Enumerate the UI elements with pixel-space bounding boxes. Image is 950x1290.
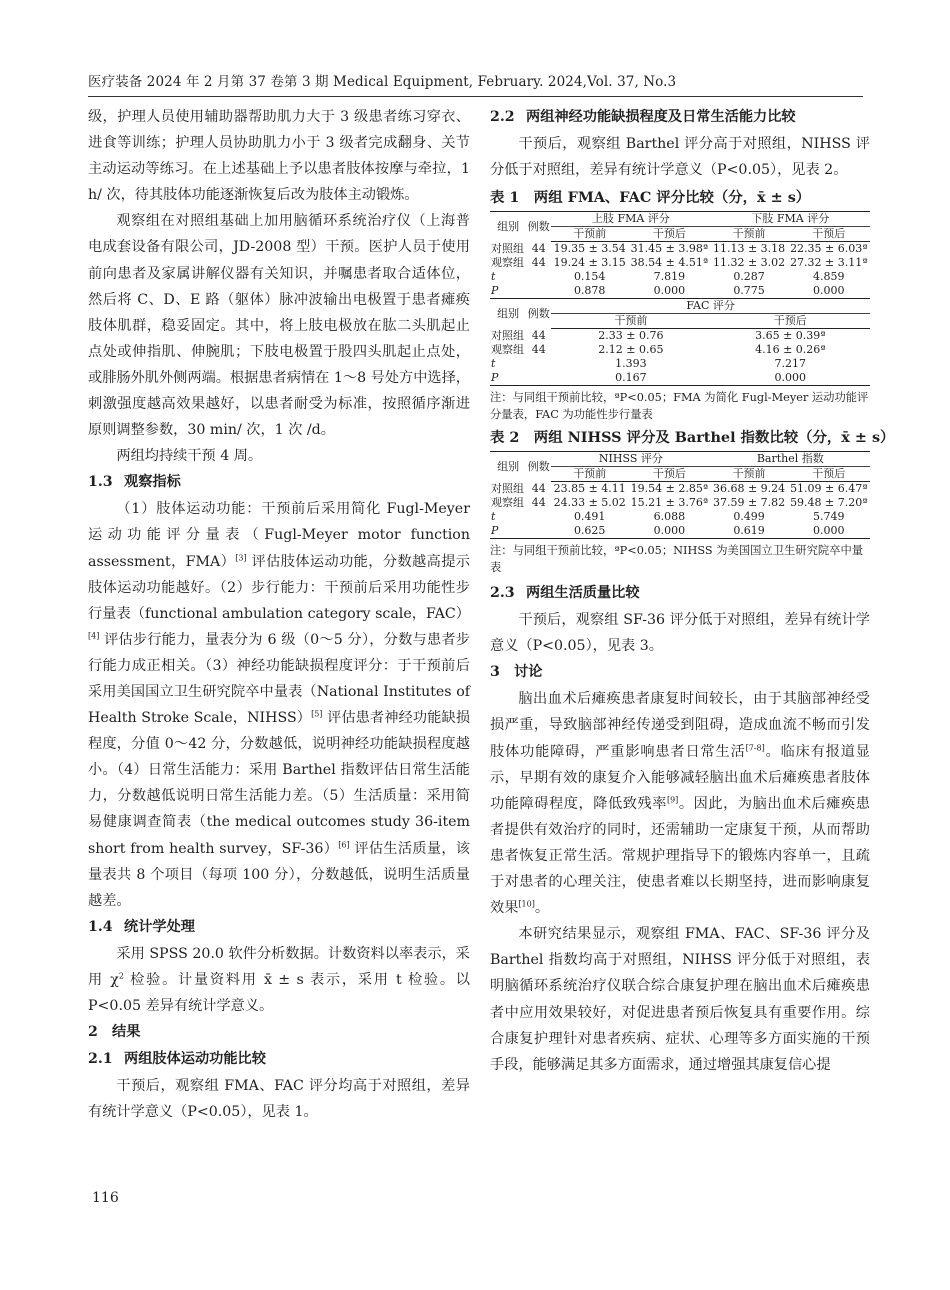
cell: 1.393 (615, 357, 647, 371)
table-2-caption: 表 2 两组 NIHSS 评分及 Barthel 指数比较（分，x̄ ± s） (490, 429, 895, 447)
table-row (490, 510, 870, 524)
header-before: 干预前 (551, 314, 710, 329)
header-nihss: NIHSS 评分 (551, 452, 710, 467)
cell: 0.775 (711, 284, 788, 299)
cell: 27.32 ± 3.11ª (790, 256, 868, 270)
right-column (490, 104, 895, 1078)
cell (526, 270, 551, 284)
cell: 5.749 (813, 510, 845, 524)
cell: 44 (531, 343, 546, 357)
cell: 0.878 (551, 284, 628, 299)
section-title: 观察指标 (124, 474, 181, 491)
citation: [5] (311, 709, 323, 719)
table-row (490, 329, 870, 344)
section-number: 3 (490, 664, 500, 681)
section-heading-2-2 (490, 104, 870, 131)
header-barthel: Barthel 指数 (711, 452, 870, 467)
section-title: 统计学处理 (124, 918, 195, 935)
cell: 0.000 (788, 524, 870, 539)
cell: 59.48 ± 7.20ª (790, 496, 868, 510)
cell (526, 524, 551, 539)
page-number: 116 (92, 1190, 119, 1206)
paragraph: 干预后，观察组 FMA、FAC 评分均高于对照组，差异有统计学意义（P<0.05），见表 1。 (88, 1078, 470, 1121)
header-rule (88, 96, 863, 97)
cell: 0.154 (573, 270, 606, 284)
cell: 2.33 ± 0.76 (598, 329, 664, 343)
cell: 4.859 (813, 270, 845, 284)
cell: 对照组 (491, 481, 524, 495)
header-group: 组别 (490, 212, 526, 242)
section-heading-2 (88, 1019, 470, 1046)
cell: 0.000 (628, 284, 710, 299)
cell: 31.45 ± 3.98ª (630, 242, 709, 256)
paragraph: 级，护理人员使用辅助器帮助肌力大于 3 级患者练习穿衣、进食等训练；护理人员协助肌力小于 3 级者完成翻身、关节主动运动等练习。在上述基础上予以患者肢体按摩与牵拉，1 h/ 次，待其肢体功能逐渐恢复后改为肢体主动锻炼。 (88, 109, 470, 204)
paragraph (88, 496, 470, 914)
text-run: 评估患者神经功能缺损程度，分值 0～42 分，分数越低，说明神经功能缺损程度越小。（4）日常生活能力：采用 Barthel 指数评估日常生活能力，分数越低说明日常生活能力差。（5）生活质量：采用简易健康调查简表（the medical outcomes study 36-item short from health survey，SF-36） (88, 710, 471, 857)
section-heading-2-1 (88, 1046, 470, 1073)
cell: 3.65 ± 0.39ª (755, 329, 826, 343)
table-row (490, 357, 870, 371)
section-title: 两组神经功能缺损程度及日常生活能力比较 (526, 109, 796, 125)
text-run: 检验。计量资料用 x̄ ± s 表示，采用 t 检验。以 P<0.05 差异有统计学意义。 (88, 971, 470, 1014)
cell: 0.625 (551, 524, 628, 539)
cell: 对照组 (491, 241, 524, 255)
paragraph: 观察组在对照组基础上加用脑循环系统治疗仪（上海普电成套设备有限公司，JD-2008 型）干预。医护人员于使用前向患者及家属讲解仪器有关知识，并嘱患者取合适体位，然后将 C、D、E 路（躯体）脉冲波输出电极置于患者瘫痪肢体肌群，稳妥固定。其中，将上肢电极放在肱二头肌起止点处或伸指肌、伸腕肌；下肢电极置于股四头肌起止点处，或腓肠外肌外侧两端。根据患者病情在 1～8 号处方中选择，刺激强度越高效果越好，以患者耐受为标准，按照循序渐进原则调整参数，30 min/ 次，1 次 /d。 (88, 213, 470, 439)
section-number: 2 (88, 1024, 98, 1041)
cell: 19.24 ± 3.15 (553, 256, 626, 270)
table-row (490, 343, 870, 357)
cell (526, 284, 551, 299)
table-2-note: 注：与同组干预前比较，ªP<0.05；NIHSS 为美国国立卫生研究院卒中量表 (490, 544, 864, 575)
header-after: 干预后 (788, 227, 870, 242)
header-after: 干预后 (628, 467, 710, 482)
header-group: 组别 (497, 306, 520, 320)
section-title: 两组肢体运动功能比较 (124, 1051, 266, 1068)
cell: 22.35 ± 6.03ª (790, 242, 868, 256)
paragraph: 干预后，观察组 SF-36 评分低于对照组，差异有统计学意义（P<0.05），见表 3。 (490, 612, 870, 655)
header-n: 例数 (527, 306, 550, 320)
table-row (490, 256, 870, 270)
section-heading-1-3 (88, 469, 470, 496)
citation: [6] (338, 839, 350, 849)
citation: [9] (666, 795, 679, 805)
cell (526, 510, 551, 524)
cell: 36.68 ± 9.24 (712, 482, 786, 496)
cell: t (491, 510, 496, 524)
text-run: 采用 SPSS 20.0 软件分析数据。计数资料以率表示，采用 χ (88, 945, 470, 988)
citation: [10] (518, 899, 535, 909)
header-n: 例数 (526, 452, 551, 482)
cell: P (490, 284, 526, 299)
table-row (490, 242, 870, 257)
text-run: （1）肢体运动功能：干预前后采用简化 Fugl-Meyer 运动功能评分量表（Fugl-Meyer motor function assessment，FMA） (88, 501, 470, 570)
cell: 6.088 (653, 510, 686, 524)
citation: [7-8] (745, 742, 765, 752)
section-number: 2.1 (88, 1051, 113, 1068)
section-number: 2.3 (490, 585, 515, 602)
cell: 24.33 ± 5.02 (553, 496, 626, 510)
citation: [4] (88, 631, 100, 641)
section-title: 讨论 (514, 664, 543, 681)
cell: 4.16 ± 0.26ª (755, 343, 826, 357)
section-heading-2-3 (490, 580, 870, 607)
text-run: 评估步行能力，量表分为 6 级（0～5 分），分数与患者步行能力成正相关。（3）神经功能缺损程度评分：于干预前后采用美国国立卫生研究院卒中量表（National Institutes of Health Stroke Scale，NIHSS） (88, 631, 470, 727)
table-1-note: 注：与同组干预前比较，ªP<0.05；FMA 为简化 Fugl-Meyer 运动功能评分量表，FAC 为功能性步行量表 (490, 391, 869, 422)
table-row (490, 524, 870, 539)
header-before: 干预前 (711, 467, 788, 482)
cell: 0.000 (711, 371, 870, 386)
table-row (490, 496, 870, 510)
cell: 0.619 (711, 524, 788, 539)
cell: 观察组 (491, 343, 524, 357)
cell: 0.000 (788, 284, 870, 299)
header-lower-fma: 下肢 FMA 评分 (711, 212, 870, 227)
text-run: 。临床有报道显示，早期有效的康复介入能够减轻脑出血术后瘫痪患者肢体功能障碍程度，降低致残率 (490, 743, 870, 812)
cell: 19.35 ± 3.54 (553, 242, 626, 256)
cell: 44 (531, 256, 546, 270)
paragraph (88, 941, 470, 1019)
section-number: 2.2 (490, 109, 515, 125)
paragraph: 两组均持续干预 4 周。 (116, 448, 263, 465)
cell: 44 (531, 496, 546, 510)
left-column (88, 104, 470, 1125)
table-1 (490, 211, 870, 386)
cell: 15.21 ± 3.76ª (630, 496, 709, 510)
section-heading-3 (490, 659, 870, 686)
cell: 44 (531, 481, 546, 495)
cell: P (490, 371, 526, 386)
table-1-caption: 表 1 两组 FMA、FAC 评分比较（分，x̄ ± s） (490, 189, 811, 207)
section-number: 1.3 (88, 474, 113, 491)
text-run: 。因此，为脑出血术后瘫痪患者提供有效治疗的同时，还需辅助一定康复干预，从而帮助患者恢复正常生活。常规护理指导下的锻炼内容单一，且疏于对患者的心理关注，使患者难以长期坚持，进而影响康复效果 (490, 795, 870, 917)
cell: 0.167 (551, 371, 710, 386)
cell: 44 (531, 241, 546, 255)
cell: 2.12 ± 0.65 (598, 343, 664, 357)
cell: 观察组 (491, 256, 524, 270)
section-title: 两组生活质量比较 (526, 585, 640, 602)
header-group: 组别 (490, 452, 526, 482)
table-row (490, 482, 870, 497)
header-before: 干预前 (551, 467, 628, 482)
cell: 0.287 (733, 270, 765, 284)
header-before: 干预前 (711, 227, 788, 242)
section-title: 结果 (112, 1024, 141, 1041)
section-heading-1-4 (88, 914, 470, 941)
cell: 7.217 (774, 357, 807, 371)
paragraph: 干预后，观察组 Barthel 评分高于对照组，NIHSS 评分低于对照组，差异有统计学意义（P<0.05），见表 2。 (490, 136, 870, 179)
header-after: 干预后 (628, 227, 710, 242)
table-row (490, 371, 870, 386)
header-n: 例数 (526, 212, 551, 242)
paragraph (490, 686, 870, 921)
cell: 11.32 ± 3.02 (712, 256, 786, 270)
cell: 0.499 (733, 510, 765, 524)
header-after: 干预后 (788, 467, 870, 482)
cell: 对照组 (491, 328, 524, 342)
cell: 51.09 ± 6.47ª (790, 482, 868, 496)
cell: P (490, 524, 526, 539)
cell (526, 371, 551, 386)
cell: 44 (531, 328, 546, 342)
header-after: 干预后 (711, 314, 870, 329)
cell: 38.54 ± 4.51ª (630, 256, 709, 270)
text-run: 脑出血术后瘫痪患者康复时间较长，由于其脑部神经受损严重，导致脑部神经传递受到阻碍，造成血流不畅而引发肢体功能障碍，严重影响患者日常生活 (490, 691, 870, 760)
cell (526, 357, 551, 371)
cell: 0.491 (573, 510, 606, 524)
cell: 37.59 ± 7.82 (712, 496, 786, 510)
section-number: 1.4 (88, 918, 113, 935)
cell: t (491, 357, 496, 371)
header-upper-fma: 上肢 FMA 评分 (551, 212, 710, 227)
cell: 11.13 ± 3.18 (712, 242, 786, 256)
cell: 19.54 ± 2.85ª (630, 482, 709, 496)
text-run: 。 (534, 900, 550, 917)
cell: 观察组 (491, 496, 524, 510)
cell: 0.000 (628, 524, 710, 539)
text-run: 评估肢体运动功能，分数越高提示肢体运动功能越好。（2）步行能力：干预前后采用功能性步行量表（functional ambulation category scale，FAC） (88, 553, 470, 622)
table-row (490, 270, 870, 284)
cell: 7.819 (653, 270, 686, 284)
table-2 (490, 451, 870, 539)
text-run: 评估生活质量，该量表共 8 个项目（每项 100 分），分数越低，说明生活质量越差。 (88, 840, 470, 909)
cell: 23.85 ± 4.11 (553, 482, 626, 496)
header-fac: FAC 评分 (551, 299, 870, 314)
table-row (490, 284, 870, 299)
running-header: 医疗装备 2024 年 2 月第 37 卷第 3 期 Medical Equipment, February. 2024,Vol. 37, No.3 (88, 74, 677, 90)
paragraph: 本研究结果显示，观察组 FMA、FAC、SF-36 评分及 Barthel 指数均高于对照组，NIHSS 评分低于对照组，表明脑循环系统治疗仪联合综合康复护理在脑出血术后瘫痪患者中应用效果较好，对促进患者预后恢复具有重要作用。综合康复护理针对患者疾病、症状、心理等多方面实施的干预手段，能够满足其多方面需求，通过增强其康复信心提 (490, 926, 870, 1073)
superscript: 2 (118, 971, 124, 981)
cell: t (491, 270, 496, 284)
header-before: 干预前 (551, 227, 628, 242)
citation: [3] (235, 552, 247, 562)
